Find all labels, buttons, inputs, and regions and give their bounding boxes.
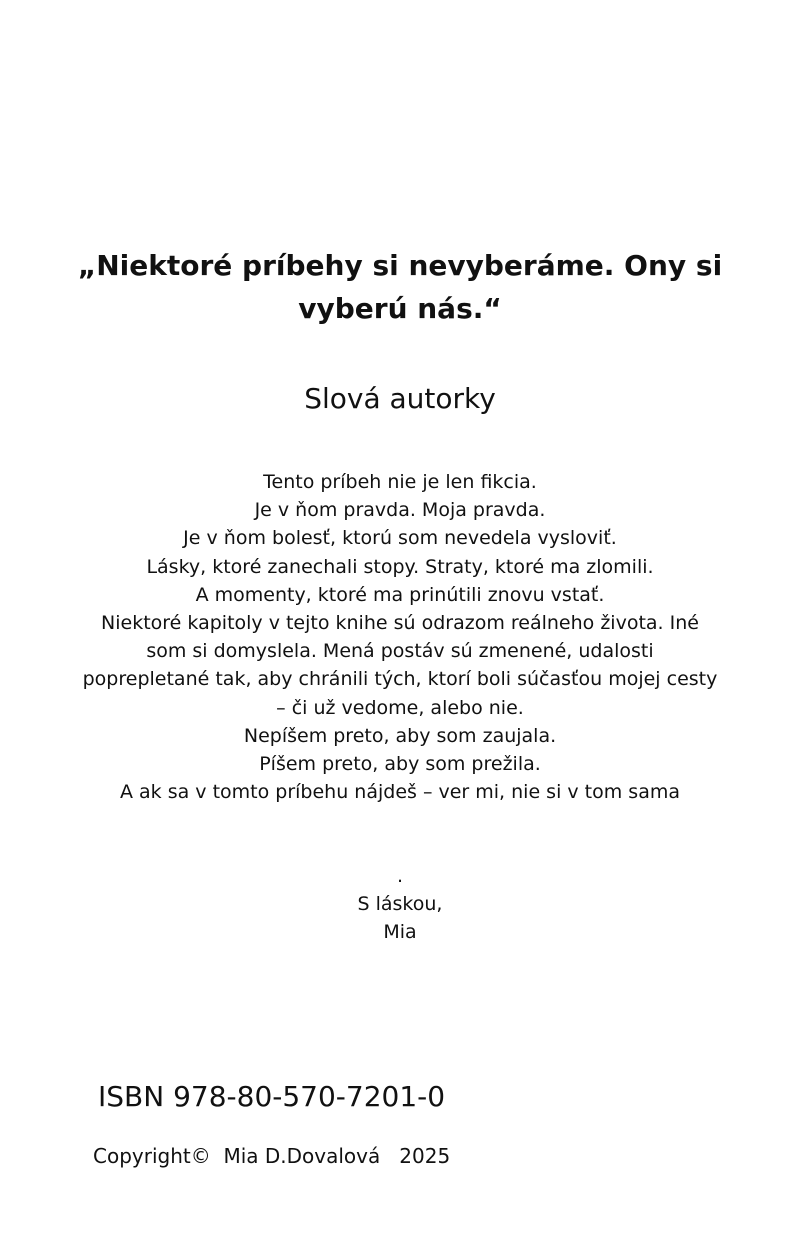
section-title: Slová autorky	[304, 382, 496, 415]
signoff-dot: .	[396, 865, 404, 887]
author-note-line: – či už vedome, alebo nie.	[276, 696, 524, 719]
author-note-line: Je v ňom bolesť, ktorú som nevedela vysloviť.	[183, 527, 617, 550]
author-note-line: A momenty, ktoré ma prinútili znovu vstať.	[195, 583, 605, 606]
author-note-line: Je v ňom pravda. Moja pravda.	[254, 499, 546, 522]
author-note-line: Píšem preto, aby som prežila.	[259, 753, 541, 776]
author-note-line: Nepíšem preto, aby som zaujala.	[243, 724, 557, 747]
opening-quote: „Niektoré príbehy si nevyberáme. Ony si vyberú nás.“	[77, 249, 723, 325]
author-note-line: som si domyslela. Mená postáv sú zmenené, udalosti	[146, 640, 654, 663]
signoff-name: Mia	[383, 921, 417, 943]
author-note	[70, 468, 730, 806]
author-note-line: Niektoré kapitoly v tejto knihe sú odrazom reálneho života. Iné	[101, 612, 699, 635]
author-note-line: Tento príbeh nie je len fikcia.	[263, 471, 537, 493]
signoff-greeting: S láskou,	[357, 893, 443, 915]
author-note-line: poprepletané tak, aby chránili tých, ktorí boli súčasťou mojej cesty	[82, 668, 718, 691]
isbn-number: ISBN 978-80-570-7201-0	[98, 1080, 446, 1113]
author-note-line: A ak sa v tomto príbehu nájdeš – ver mi, nie si v tom sama	[119, 781, 681, 804]
copyright-notice: Copyright© Mia D.Dovalová 2025	[93, 1144, 451, 1168]
author-note-line: Lásky, ktoré zanechali stopy. Straty, ktoré ma zlomili.	[146, 555, 654, 578]
signoff	[0, 862, 800, 946]
